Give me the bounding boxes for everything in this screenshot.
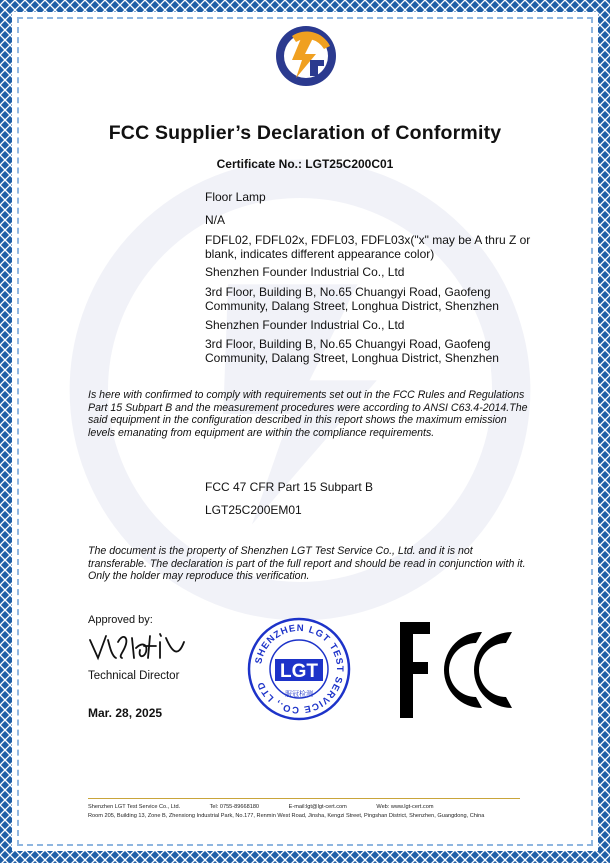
seal-bottom-text: 服冠检测 <box>285 690 313 698</box>
field-value: 3rd Floor, Building B, No.65 Chuangyi Road, Gaofeng Community, Dalang Street, Longhua District, Shenzhen <box>205 337 499 365</box>
field-value: FCC 47 CFR Part 15 Subpart B <box>205 480 374 494</box>
compliance-statement: Is here with confirmed to comply with requirements set out in the FCC Rules and Regulations Part 15 Subpart B and the measurement procedures were according to ANSI C63.4-2014.The said equipment in the configuration described in this report shows the maximum emission levels emanating from equipment are within the compliance requirements. <box>88 389 528 439</box>
field-value: Floor Lamp <box>205 190 266 204</box>
field-value: 3rd Floor, Building B, No.65 Chuangyi Road, Gaofeng Community, Dalang Street, Longhua District, Shenzhen <box>205 285 499 313</box>
footer-email: E-mail:lgt@lgt-cert.com <box>288 804 347 810</box>
approved-by-label: Approved by: <box>88 614 153 626</box>
certificate-number: Certificate No.: LGT25C200C01 <box>216 157 394 171</box>
signature <box>88 628 188 662</box>
footer-tel: Tel: 0755-89668180 <box>209 804 260 810</box>
field-value: Shenzhen Founder Industrial Co., Ltd <box>205 265 405 279</box>
approver-role: Technical Director <box>88 670 180 682</box>
seal-center-text: LGT <box>280 661 318 682</box>
disclaimer: The document is the property of Shenzhen LGT Test Service Co., Ltd. and it is not transferable. The declaration is part of the full report and should be read in conjunction with it. Only the holder may reproduce this verification. <box>88 545 526 582</box>
footer-address: Room 205, Building 13, Zone B, Zhenxiong Industrial Park, No.177, Renmin West Road, Jinsha, Kengzi Street, Pingshan District, Shenzhen, Guangdong, China <box>88 812 485 819</box>
company-seal <box>247 617 351 721</box>
field-value: LGT25C200EM01 <box>205 503 302 517</box>
approval-date: Mar. 28, 2025 <box>88 706 163 720</box>
field-value: FDFL02, FDFL02x, FDFL03, FDFL03x("x" may be A thru Z or blank, indicates different appearance color) <box>205 233 531 261</box>
fcc-logo <box>400 622 520 718</box>
lgt-logo <box>272 22 340 90</box>
footer-web: Web: www.lgt-cert.com <box>376 804 434 810</box>
page-title: FCC Supplier’s Declaration of Conformity <box>108 122 502 144</box>
footer <box>88 803 528 820</box>
field-value: N/A <box>205 213 226 227</box>
seal-ring-text: SHENZHEN LGT TEST SERVICE CO., LTD <box>253 622 346 716</box>
footer-divider <box>88 798 520 799</box>
field-value: Shenzhen Founder Industrial Co., Ltd <box>205 318 405 332</box>
footer-company: Shenzhen LGT Test Service Co., Ltd. <box>88 804 181 810</box>
